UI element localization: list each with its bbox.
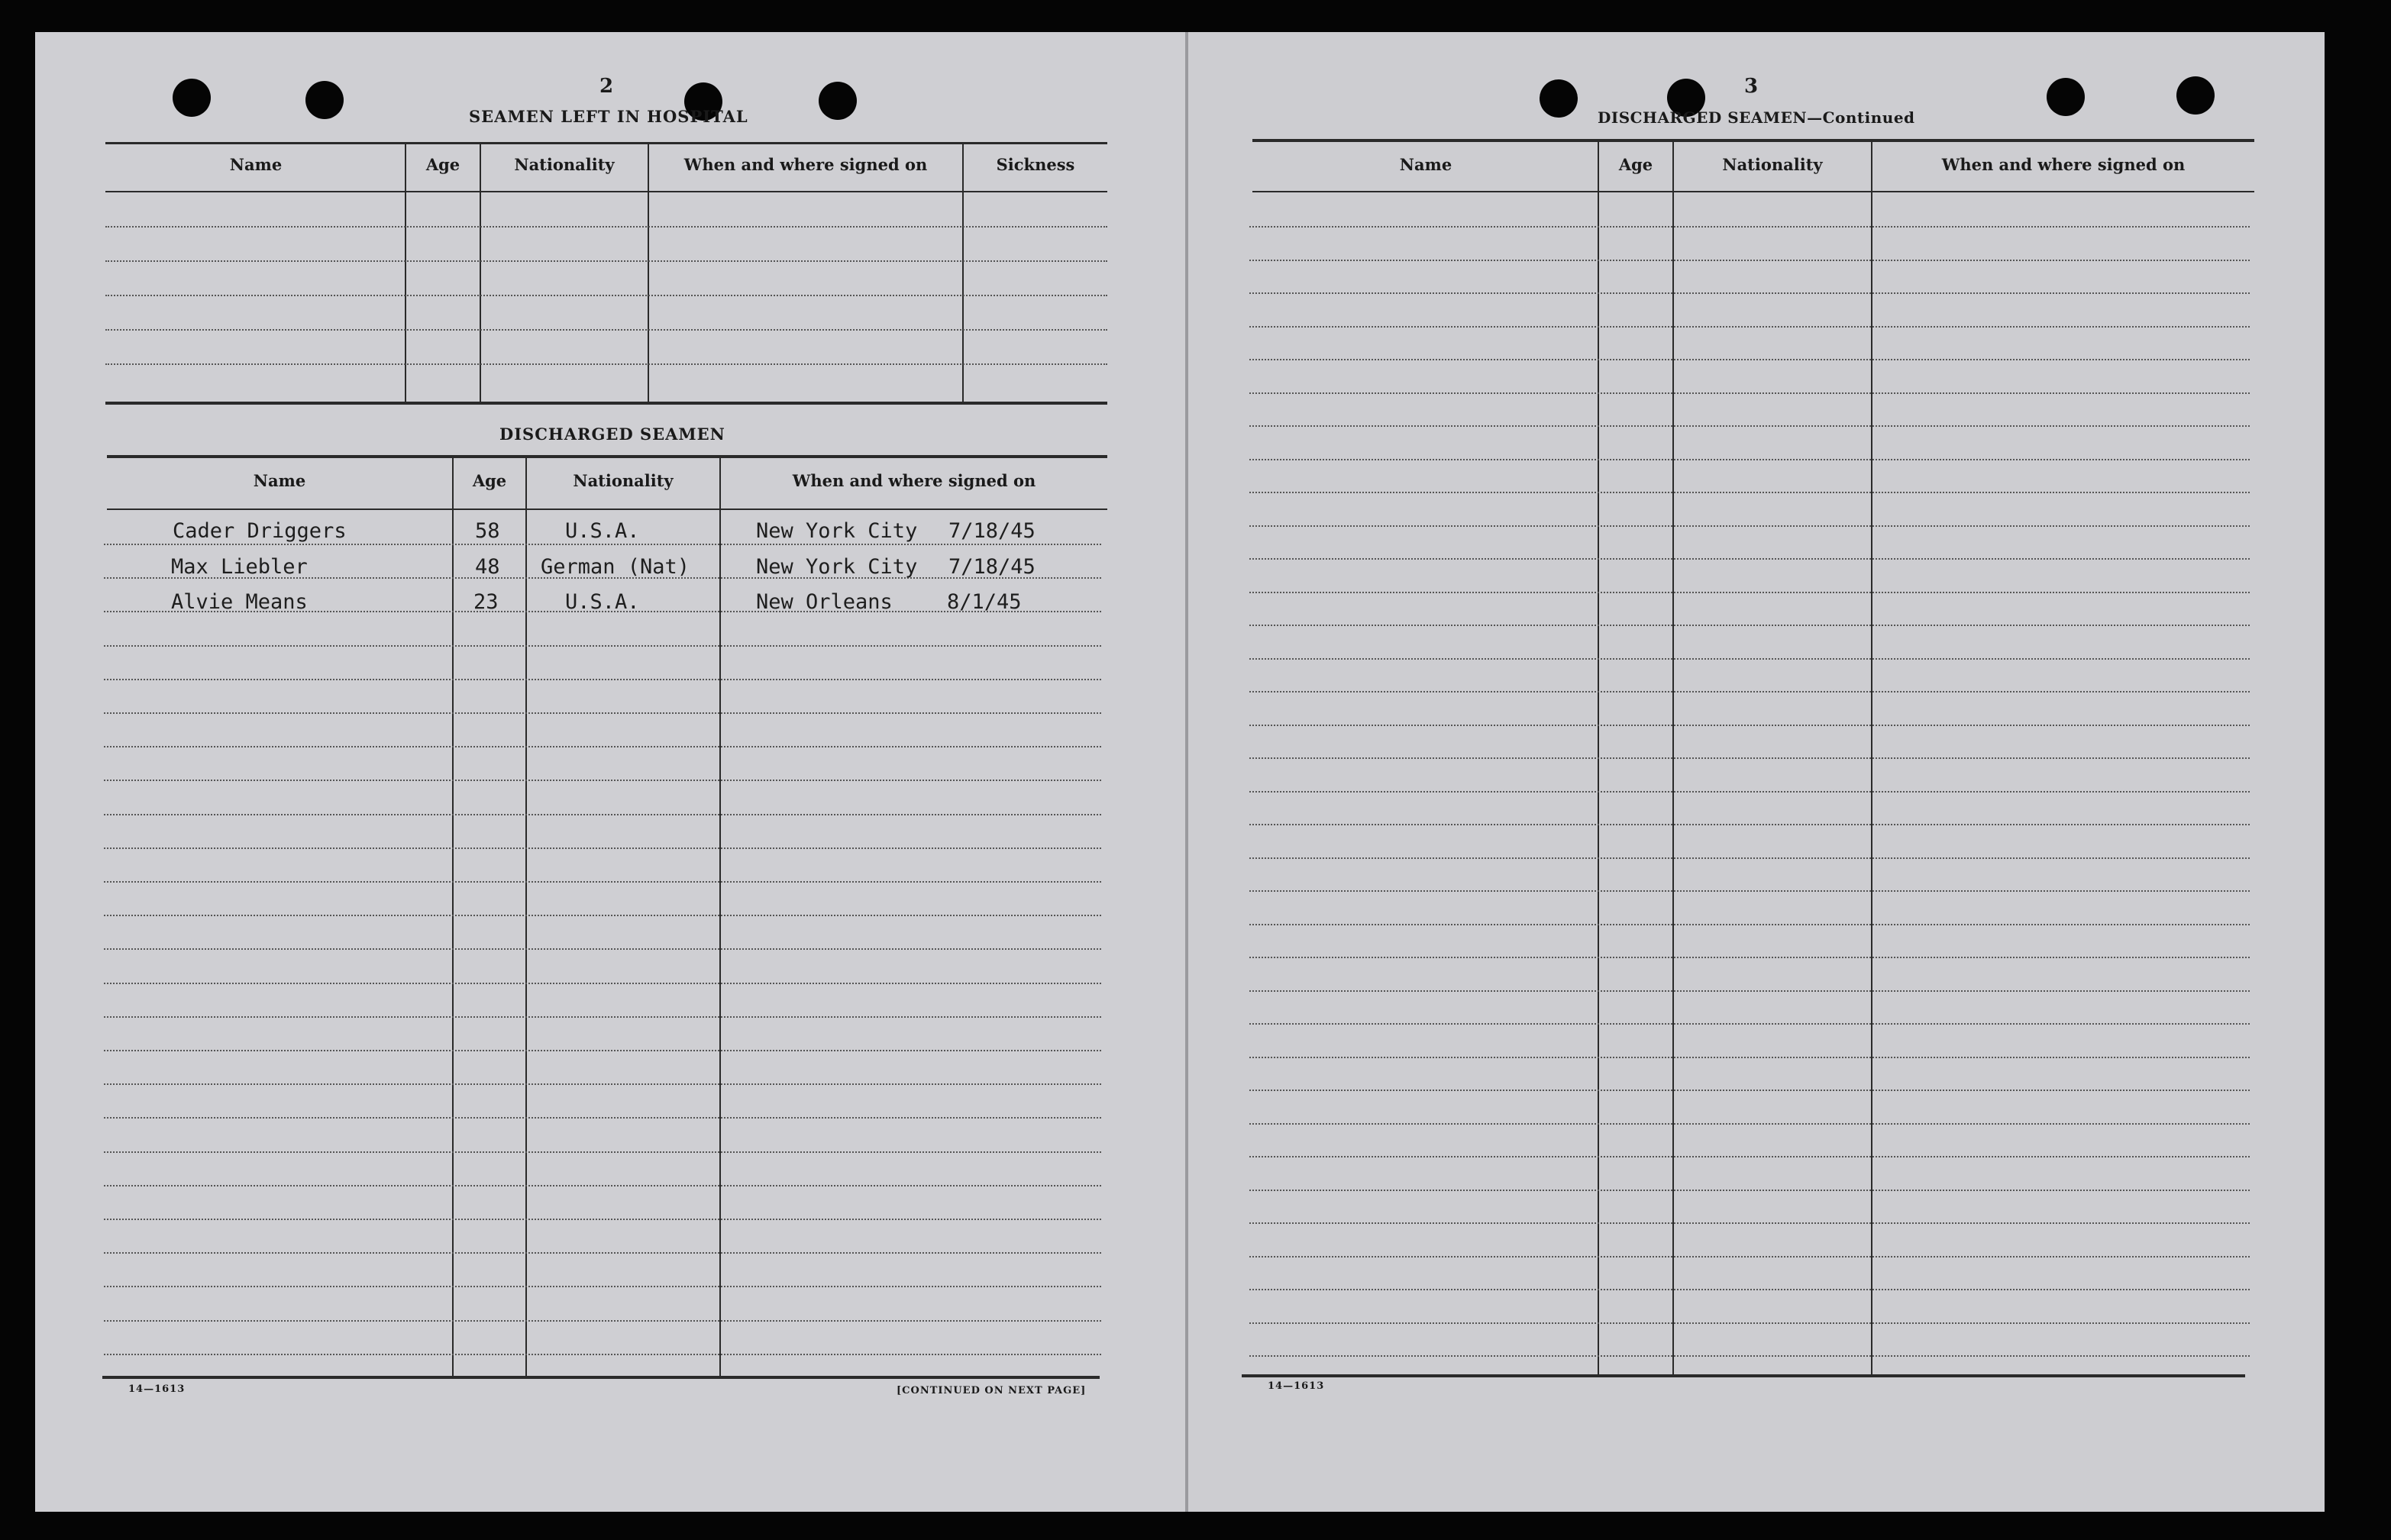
seaman-signed-date: 7/18/45 [948,555,1036,579]
hospital-row-line [105,295,1107,296]
continued-note: [CONTINUED ON NEXT PAGE] [897,1385,1087,1396]
punch-hole [1540,79,1578,118]
form-number: 14—1613 [1268,1380,1325,1392]
ruled-row-line [1249,525,2250,527]
ruled-row-line [104,780,1101,781]
seaman-age: 23 [473,590,499,614]
ruled-row-line [1249,1256,2250,1258]
right-table-bottom-rule [1242,1374,2245,1377]
ruled-row-line [104,1354,1101,1355]
seaman-name: Cader Driggers [173,519,347,543]
seaman-age: 48 [475,555,500,579]
hospital-col-name: Name [229,155,283,174]
discharged-section-title: DISCHARGED SEAMEN [499,425,725,444]
ruled-row-line [1249,292,2250,294]
ruled-row-line [1249,957,2250,958]
ruled-row-line [104,847,1101,849]
discharged-table-bottom-rule [102,1376,1100,1379]
right-col-age: Age [1618,155,1653,174]
ruled-row-line [104,915,1101,916]
ruled-row-line [1249,757,2250,759]
ruled-row-line [1249,791,2250,793]
ruled-row-line [1249,260,2250,261]
ruled-row-line [1249,924,2250,925]
ruled-row-line [104,881,1101,883]
ruled-row-line [104,746,1101,747]
hospital-table-header-rule [105,191,1107,192]
seaman-signed-place: New York City [756,519,918,543]
seaman-nationality: U.S.A. [565,519,640,543]
seaman-signed-date: 7/18/45 [948,519,1036,543]
left-page [35,32,1191,1512]
hospital-row-line [105,363,1107,365]
punch-hole [305,81,344,119]
ruled-row-line [1249,459,2250,460]
ruled-row-line [1249,592,2250,593]
ruled-row-line [1249,1322,2250,1324]
hospital-row-line [105,329,1107,331]
form-number: 14—1613 [128,1383,186,1395]
ruled-row-line [104,1219,1101,1220]
seaman-nationality: U.S.A. [565,590,640,614]
seaman-signed-date: 8/1/45 [947,590,1022,614]
ruled-row-line [1249,1190,2250,1191]
seaman-signed-place: New Orleans [756,590,893,614]
ruled-row-line [1249,392,2250,394]
ruled-row-line [104,1151,1101,1153]
ruled-row-line [1249,226,2250,228]
discharged-col-name: Name [253,471,306,490]
right-col-name: Name [1399,155,1452,174]
page-number: 3 [1744,75,1759,98]
seaman-name: Alvie Means [171,590,308,614]
ruled-row-line [104,814,1101,815]
hospital-col-nationality: Nationality [514,155,615,174]
hospital-col-signed-on: When and where signed on [683,155,928,174]
ruled-row-line [104,983,1101,984]
right-table-header-rule [1252,191,2254,192]
ruled-row-line [1249,1355,2250,1357]
page-number: 2 [599,75,614,98]
discharged-col-signed-on: When and where signed on [792,471,1036,490]
ruled-row-line [104,1185,1101,1186]
ruled-row-line [1249,890,2250,892]
punch-hole [2047,78,2085,116]
ruled-row-line [1249,326,2250,328]
ruled-row-line [1249,857,2250,859]
hospital-table-top-rule [105,142,1107,144]
hospital-table-bottom-rule [105,402,1107,405]
discharged-continued-title: DISCHARGED SEAMEN—Continued [1598,108,1915,127]
discharged-table-top-rule [107,455,1107,458]
ruled-row-line [1249,658,2250,660]
ruled-row-line [1249,359,2250,360]
ruled-row-line [104,1117,1101,1119]
ruled-row-line [104,948,1101,950]
discharged-table-header-rule [107,508,1107,510]
ruled-row-line [1249,1123,2250,1125]
hospital-col-sickness: Sickness [996,155,1075,174]
seaman-name: Max Liebler [171,555,308,579]
ruled-row-line [1249,625,2250,626]
discharged-col-divider [525,458,527,1377]
seaman-signed-place: New York City [756,555,918,579]
discharged-col-nationality: Nationality [573,471,674,490]
ruled-row-line [1249,1289,2250,1290]
ruled-row-line [104,1050,1101,1051]
discharged-col-divider [452,458,454,1377]
ruled-row-line [104,1016,1101,1018]
right-col-nationality: Nationality [1722,155,1823,174]
ruled-row-line [1249,824,2250,825]
page-fold [1185,32,1188,1512]
ruled-row-line [104,544,1101,545]
ruled-row-line [104,1252,1101,1254]
ruled-row-line [1249,691,2250,693]
seaman-nationality: German (Nat) [541,555,690,579]
hospital-section-title: SEAMEN LEFT IN HOSPITAL [469,107,748,126]
seaman-age: 58 [475,519,500,543]
ruled-row-line [104,645,1101,647]
ruled-row-line [1249,1023,2250,1025]
ruled-row-line [104,1286,1101,1287]
hospital-row-line [105,226,1107,228]
ruled-row-line [1249,1156,2250,1157]
discharged-col-divider [719,458,721,1377]
ruled-row-line [1249,725,2250,726]
ruled-row-line [1249,558,2250,560]
discharged-col-age: Age [472,471,507,490]
ruled-row-line [1249,990,2250,992]
ruled-row-line [104,1320,1101,1322]
ruled-row-line [104,1083,1101,1085]
right-table-top-rule [1252,139,2254,142]
hospital-col-age: Age [425,155,460,174]
right-col-signed-on: When and where signed on [1941,155,2186,174]
punch-hole [2176,76,2215,115]
ruled-row-line [104,679,1101,680]
ruled-row-line [1249,1222,2250,1224]
ruled-row-line [104,712,1101,714]
punch-hole [819,82,857,120]
punch-hole [173,79,211,117]
ruled-row-line [1249,492,2250,493]
hospital-row-line [105,260,1107,262]
ruled-row-line [1249,1090,2250,1091]
ruled-row-line [1249,1057,2250,1058]
ruled-row-line [1249,425,2250,427]
